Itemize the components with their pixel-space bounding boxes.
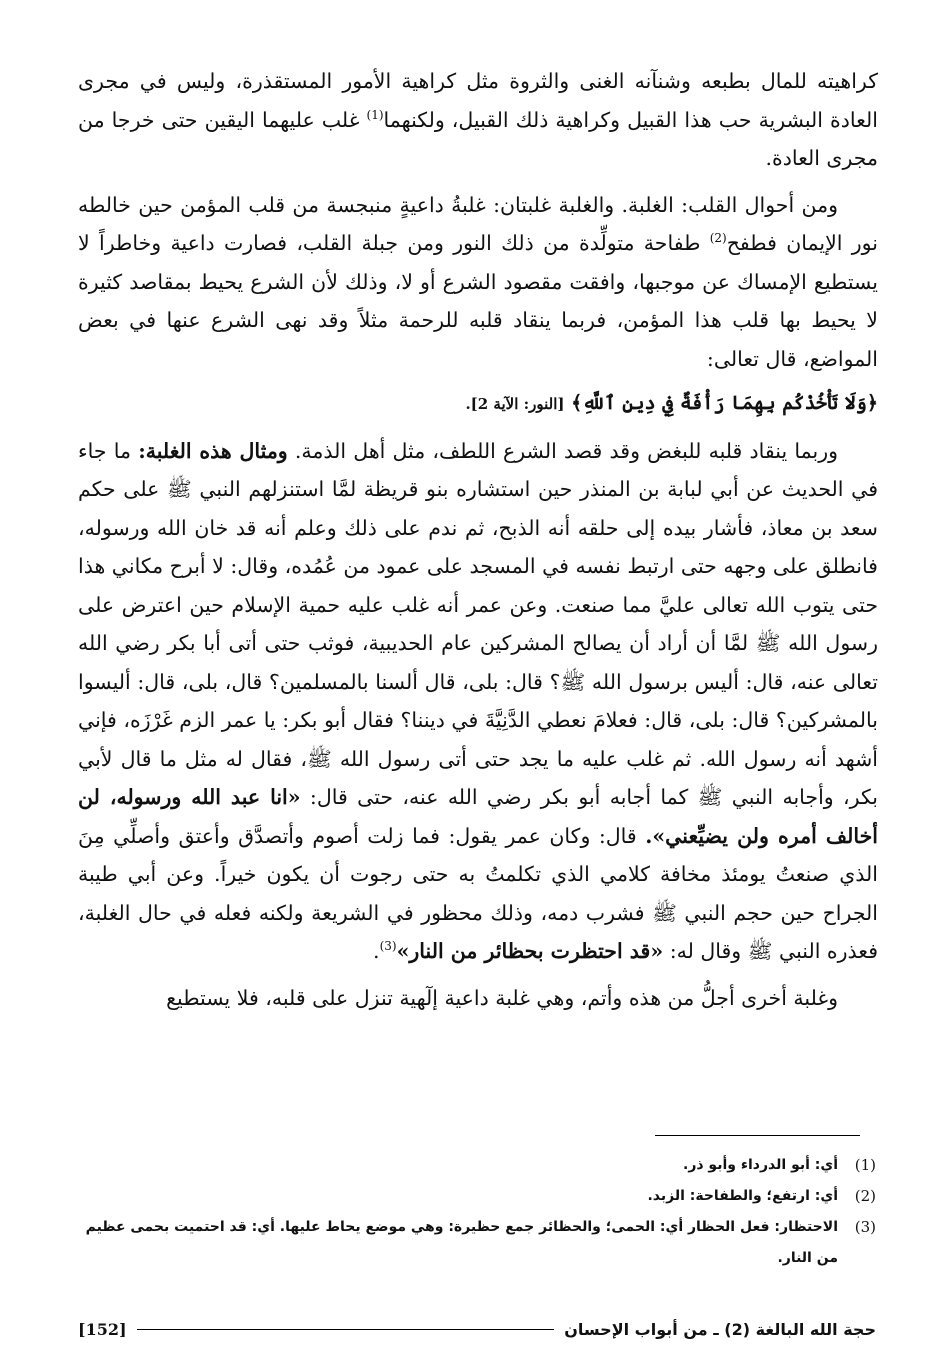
footnotes (62, 1150, 876, 1274)
text-run: ومن أحوال القلب: الغلبة. والغلبة غلبتان: غلبةُ داعيةٍ منبجسة من قلب المؤمن حين خالطه نور الإيمان فطفح (78, 192, 878, 255)
quran-verse (78, 384, 878, 424)
footnote-ref-3[interactable]: (3) (379, 939, 397, 954)
page-number: [152] (78, 1320, 127, 1339)
main-text (78, 62, 878, 1017)
footnote-number: (3) (854, 1218, 876, 1236)
text-run: طفاحة متولِّدة من ذلك النور ومن جبلة القلب، فصارت داعية وخاطراً لا يستطيع الإمساك عن موجبها، وافقت مقصود الشرع أو لا، وذلك لأن الشرع يحيط بمقاصد كثيرة لا يحيط بها قلب هذا المؤمن، فربما ينقاد قلبه للرحمة مثلاً وقد نهى الشرع عنها في بعض المواضع، قال تعالى: (78, 231, 878, 371)
footnote-number: (1) (854, 1156, 876, 1174)
text-run: . (373, 939, 380, 963)
footnote-item (62, 1150, 876, 1181)
paragraph-4 (78, 979, 878, 1018)
footer-divider (137, 1329, 555, 1330)
page-footer (78, 1320, 876, 1339)
footnote-ref-2[interactable]: (2) (709, 231, 727, 246)
footnote-text: أي: أبو الدرداء وأبو ذر. (683, 1157, 838, 1173)
book-title: حجة الله البالغة (2) ـ من أبواب الإحسان (564, 1320, 876, 1339)
footnote-item (62, 1212, 876, 1274)
footnote-number: (2) (854, 1187, 876, 1205)
example-heading: ومثال هذه الغلبة: (138, 438, 288, 463)
verse-reference: [النور: الآية 2]. (465, 395, 565, 413)
verse-text: ﴿وَلَا تَأْخُذْكُم بِهِمَا رَأْفَةٌ فِي دِينِ ٱللَّهِ﴾ (571, 392, 878, 414)
paragraph-2 (78, 186, 878, 379)
hadith-quote: «انا عبد الله ورسوله، لن أخالف أمره ولن يضيِّعني». (78, 785, 878, 848)
text-run: وغلبة أخرى أجلُّ من هذه وأتم، وهي غلبة داعية إلٓهية تنزل على قلبه، فلا يستطيع (166, 985, 838, 1010)
page-body (78, 62, 878, 1017)
paragraph-3 (78, 432, 878, 971)
footnote-text: أي: ارتفع؛ والطفاحة: الزبد. (647, 1188, 838, 1204)
hadith-quote: «قد احتظرت بحظائر من النار» (396, 939, 664, 963)
footnote-text: الاحتظار: فعل الحظار أي: الحمى؛ والحظائر جمع حظيرة: وهي موضع يحاط عليها. أي: قد احتميت بحمى عظيم من النار. (85, 1219, 838, 1266)
text-run: وربما ينقاد قلبه للبغض وقد قصد الشرع اللطف، مثل أهل الذمة. (287, 438, 838, 463)
text-run: غلب عليهما اليقين حتى خرجا من مجرى العادة. (78, 107, 878, 170)
text-run: كراهيته للمال بطبعه وشنآنه الغنى والثروة مثل كراهية الأمور المستقذرة، وليس في مجرى العادة البشرية حب هذا القبيل وكراهية ذلك القبيل، ولكنهما (78, 69, 878, 132)
text-run: قال: وكان عمر يقول: فما زلت أصوم وأتصدَّق وأعتق وأصلِّي مِنَ الذي صنعتُ يومئذ مخافة كلامي الذي تكلمتُ به حتى رجوت أن يكون خيراً. وعن أبي طيبة الجراح حين حجم النبي ﷺ فشرب دمه، وذلك محظور في الشريعة ولكنه فعله في حال الغلبة، فعذره النبي ﷺ وقال له: (78, 823, 878, 963)
footnote-divider (655, 1135, 860, 1136)
footnote-item (62, 1181, 876, 1212)
text-run: ما جاء في الحديث عن أبي لبابة بن المنذر حين استشاره بنو قريظة لمَّا استنزلهم النبي ﷺ على حكم سعد بن معاذ، فأشار بيده إلى حلقه أنه الذبح، ثم ندم على ذلك وعلم أنه قد خان الله ورسوله، فانطلق على وجهه حتى ارتبط نفسه في المسجد على عمود من عُمُده، وقال: لا أبرح مكاني هذا حتى يتوب الله تعالى عليَّ مما صنعت. وعن عمر أنه غلب عليه حمية الإسلام حين اعترض على رسول الله ﷺ لمَّا أن أراد أن يصالح المشركين عام الحديبية، فوثب حتى أتى أبا بكر رضي الله تعالى عنه، قال: أليس برسول الله ﷺ؟ قال: بلى، قال ألسنا بالمسلمين؟ قال، بلى، قال: أليسوا بالمشركين؟ قال: بلى، قال: فعلامَ نعطي الدَّنِيَّةَ في ديننا؟ فقال أبو بكر: يا عمر الزم غَرْزَه، فإني أشهد أنه رسول الله. ثم غلب عليه ما يجد حتى أتى رسول الله ﷺ، فقال له مثل ما قال لأبي بكر، وأجابه النبي ﷺ كما أجابه أبو بكر رضي الله عنه، حتى قال: (78, 438, 878, 809)
footnote-ref-1[interactable]: (1) (366, 107, 384, 122)
paragraph-1 (78, 62, 878, 178)
